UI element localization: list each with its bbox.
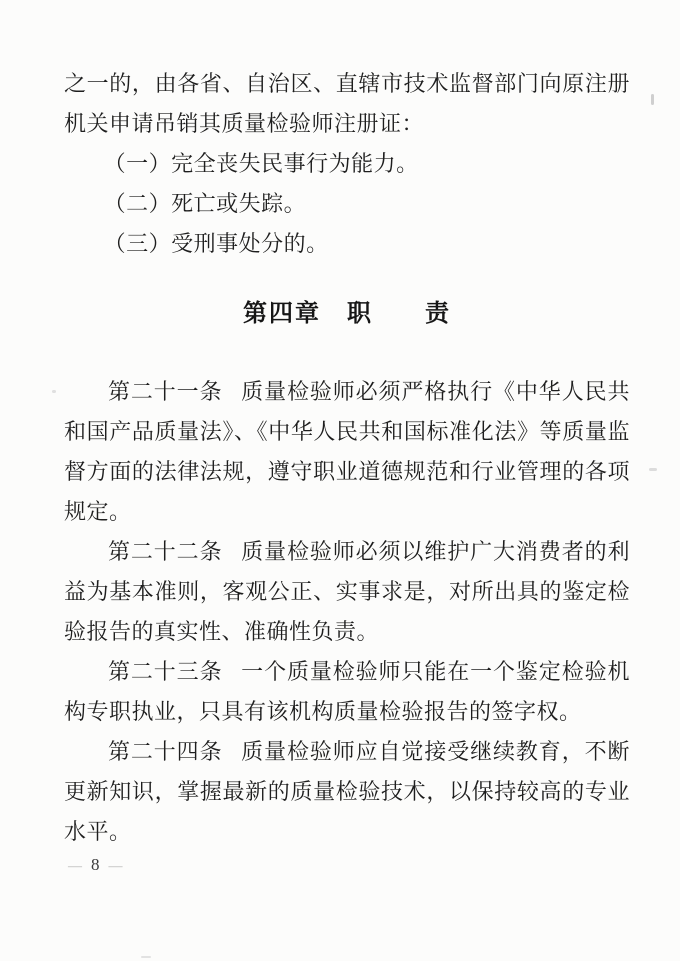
list-item-1: （一）完全丧失民事行为能力。 — [103, 151, 419, 176]
page-number-dash-left: — — [68, 859, 82, 874]
page-number — [64, 854, 630, 878]
article-23 — [64, 652, 630, 732]
chapter-heading: 第四章 职 责 — [243, 300, 451, 327]
article-22-text: 质量检验师必须以维护广大消费者的利益为基本准则，客观公正、实事求是，对所出具的鉴定检验报告的真实性、准确性负责。 — [64, 539, 630, 644]
page-number-value: 8 — [91, 855, 100, 874]
scan-artifact — [52, 390, 56, 393]
article-24-text: 质量检验师应自觉接受继续教育，不断更新知识，掌握最新的质量检验技术，以保持较高的专业水平。 — [64, 739, 630, 844]
continuation-paragraph: 之一的，由各省、自治区、直辖市技术监督部门向原注册机关申请吊销其质量检验师注册证： — [64, 71, 630, 136]
article-24-number: 第二十四条 — [108, 739, 223, 764]
scan-artifact — [141, 956, 151, 958]
list-item-2: （二）死亡或失踪。 — [103, 191, 307, 216]
article-24 — [64, 732, 630, 852]
list-item-3: （三）受刑事处分的。 — [103, 231, 329, 256]
page-number-dash-right: — — [108, 859, 123, 874]
article-21 — [64, 372, 630, 532]
article-21-text: 质量检验师必须严格执行《中华人民共和国产品质量法》、《中华人民共和国标准化法》等质量监督方面的法律法规，遵守职业道德规范和行业管理的各项规定。 — [64, 379, 630, 524]
article-23-number: 第二十三条 — [108, 659, 223, 684]
article-23-text: 一个质量检验师只能在一个鉴定检验机构专职执业，只具有该机构质量检验报告的签字权。 — [64, 659, 630, 724]
scan-artifact — [649, 468, 657, 471]
article-21-number: 第二十一条 — [108, 379, 223, 404]
article-22 — [64, 532, 630, 652]
article-22-number: 第二十二条 — [108, 539, 223, 564]
scan-artifact — [651, 94, 654, 105]
